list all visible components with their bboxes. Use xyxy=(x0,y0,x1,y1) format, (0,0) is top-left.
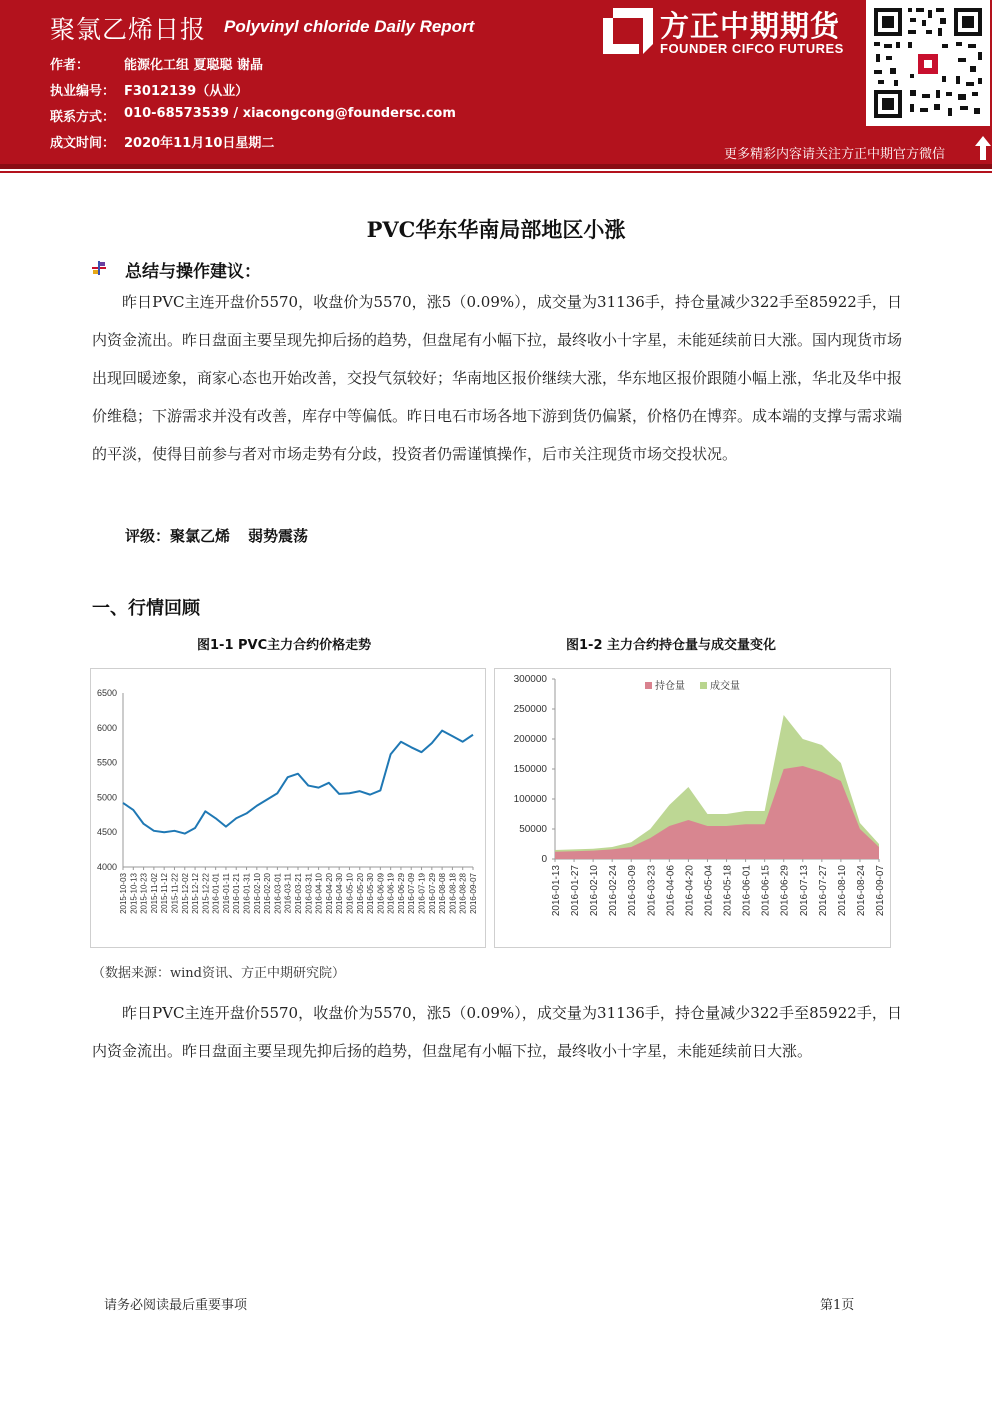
x-tick-label: 2016-08-18 xyxy=(448,873,458,914)
x-tick-label: 2015-10-23 xyxy=(139,873,149,914)
author-value: 能源化工组 夏聪聪 谢晶 xyxy=(124,58,264,73)
volume-chart-container xyxy=(494,668,891,948)
y-tick-label: 4000 xyxy=(96,862,117,872)
x-tick-label: 2016-07-09 xyxy=(407,873,417,914)
x-tick-label: 2016-07-19 xyxy=(417,873,427,914)
x-tick-label: 2015-12-22 xyxy=(201,873,211,914)
x-tick-label: 2016-03-09 xyxy=(627,865,639,917)
date-label: 成文时间： xyxy=(50,136,116,151)
x-tick-label: 2015-11-22 xyxy=(170,873,180,914)
figure-1-caption: 图1-1 PVC主力合约价格走势 xyxy=(197,638,372,653)
x-tick-label: 2016-07-27 xyxy=(817,865,829,917)
x-tick-label: 2016-05-10 xyxy=(345,873,355,914)
footer-page-number: 第1页 xyxy=(820,1298,855,1313)
x-tick-label: 2016-09-07 xyxy=(875,865,886,917)
x-tick-label: 2016-08-24 xyxy=(855,865,867,917)
x-tick-label: 2016-07-13 xyxy=(798,865,810,917)
y-tick-label: 6500 xyxy=(96,688,117,698)
legend-label: 成交量 xyxy=(710,681,740,692)
x-tick-label: 2016-03-11 xyxy=(283,873,293,914)
company-logo-icon xyxy=(603,8,653,54)
x-tick-label: 2016-05-18 xyxy=(722,865,734,917)
x-tick-label: 2016-06-01 xyxy=(741,865,753,917)
x-tick-label: 2016-06-29 xyxy=(396,873,406,914)
y-tick-label: 5500 xyxy=(96,757,117,768)
summary-paragraph: 昨日PVC主连开盘价5570，收盘价为5570，涨5（0.09%），成交量为31136手，持仓量减少322手至85922手，日内资金流出。昨日盘面主要呈现先抑后扬的趋势，但盘尾有小幅下拉，最终收小十字星，未能延续前日大涨。国内现货市场出现回暖迹象，商家心态也开始改善，交投气氛较好；华南地区报价继续大涨，华东地区报价跟随小幅上涨，华北及华中报价维稳；下游需求并没有改善，库存中等偏低。昨日电石市场各地下游到货仍偏紧，价格仍在博弈。成本端的支撑与需求端的平淡，使得目前参与者对市场走势有分歧，投资者仍需谨慎操作，后市关注现货市场交投状况。 xyxy=(92,293,903,463)
x-tick-label: 2016-03-21 xyxy=(294,873,303,914)
license-label: 执业编号： xyxy=(50,84,116,99)
rating-label: 评级： xyxy=(125,527,171,545)
company-name-en: FOUNDER CIFCO FUTURES xyxy=(660,41,844,56)
x-tick-label: 2016-01-13 xyxy=(551,865,562,917)
y-tick-label: 300000 xyxy=(513,674,547,685)
y-tick-label: 250000 xyxy=(513,704,547,715)
open-interest-volume-chart xyxy=(495,669,890,947)
x-tick-label: 2016-04-06 xyxy=(665,865,677,917)
x-tick-label: 2016-06-09 xyxy=(376,873,386,914)
price-series-line xyxy=(123,731,473,834)
y-tick-label: 6000 xyxy=(96,722,117,733)
x-tick-label: 2016-04-10 xyxy=(314,873,324,914)
date-row xyxy=(50,132,275,151)
header-stripe xyxy=(0,164,992,169)
x-tick-label: 2016-01-01 xyxy=(211,873,221,914)
data-source-note: （数据来源：wind资讯、方正中期研究院） xyxy=(92,966,345,981)
contact-value: 010-68573539 / xiacongcong@foundersc.com xyxy=(124,106,456,121)
legend-swatch xyxy=(645,682,652,689)
y-tick-label: 5000 xyxy=(96,792,117,803)
contact-row xyxy=(50,106,456,125)
area-series-open-interest xyxy=(555,766,879,859)
rating-line xyxy=(125,525,326,546)
rating-product: 聚氯乙烯 xyxy=(170,527,231,545)
x-tick-label: 2016-08-08 xyxy=(438,873,448,914)
x-tick-label: 2016-06-15 xyxy=(760,865,772,917)
date-value: 2020年11月10日星期二 xyxy=(124,136,275,151)
x-tick-label: 2016-02-24 xyxy=(608,865,620,917)
x-tick-label: 2015-10-03 xyxy=(119,873,128,914)
y-tick-label: 200000 xyxy=(513,734,547,745)
x-tick-label: 2016-02-10 xyxy=(252,873,262,914)
y-tick-label: 100000 xyxy=(513,794,547,805)
price-trend-chart xyxy=(91,669,485,947)
market-review-paragraph: 昨日PVC主连开盘价5570，收盘价为5570，涨5（0.09%），成交量为31136手，持仓量减少322手至85922手，日内资金流出。昨日盘面主要呈现先抑后扬的趋势，但盘尾有小幅下拉，最终收小十字星，未能延续前日大涨。 xyxy=(92,1004,902,1060)
y-tick-label: 4500 xyxy=(96,827,117,838)
report-header xyxy=(0,0,992,164)
figure-2-caption: 图1-2 主力合约持仓量与成交量变化 xyxy=(566,638,777,653)
license-value: F3012139（从业） xyxy=(124,84,249,99)
x-tick-label: 2016-04-20 xyxy=(684,865,696,917)
footer-notice: 请务必阅读最后重要事项 xyxy=(104,1298,248,1313)
x-tick-label: 2016-02-20 xyxy=(263,873,273,914)
x-tick-label: 2016-06-29 xyxy=(779,865,791,917)
author-row xyxy=(50,54,264,73)
x-tick-label: 2015-11-12 xyxy=(160,873,170,914)
x-tick-label: 2016-01-11 xyxy=(221,873,231,914)
x-tick-label: 2016-02-10 xyxy=(589,865,601,917)
section-bullet-icon xyxy=(92,261,106,275)
brand-title-en: Polyvinyl chloride Daily Report xyxy=(224,17,475,36)
brand-title-cn: 聚氯乙烯日报 xyxy=(50,15,207,44)
y-tick-label: 150000 xyxy=(513,764,547,775)
x-tick-label: 2016-03-01 xyxy=(273,873,283,914)
report-title: PVC华东华南局部地区小涨 xyxy=(366,217,626,242)
x-tick-label: 2016-04-30 xyxy=(335,873,345,914)
x-tick-label: 2016-03-31 xyxy=(304,873,314,914)
company-name-cn: 方正中期期货 xyxy=(660,9,841,43)
header-stripe-thin xyxy=(0,171,992,173)
price-chart-container xyxy=(90,668,486,948)
author-label: 作者： xyxy=(50,58,90,73)
x-tick-label: 2016-01-21 xyxy=(232,873,242,914)
contact-label: 联系方式： xyxy=(50,110,116,125)
summary-section-title: 总结与操作建议： xyxy=(125,262,261,282)
x-tick-label: 2015-12-02 xyxy=(180,873,190,914)
x-tick-label: 2016-03-23 xyxy=(646,865,658,917)
market-review-title: 一、行情回顾 xyxy=(92,598,200,619)
x-tick-label: 2015-11-02 xyxy=(149,873,159,914)
x-tick-label: 2016-05-20 xyxy=(355,873,365,914)
legend-label: 持仓量 xyxy=(655,681,685,692)
x-tick-label: 2016-05-30 xyxy=(366,873,376,914)
x-tick-label: 2016-05-04 xyxy=(703,865,715,917)
x-tick-label: 2016-04-20 xyxy=(324,873,334,914)
x-tick-label: 2016-06-19 xyxy=(386,873,396,914)
wechat-qr-code-icon[interactable] xyxy=(866,0,990,126)
legend-swatch xyxy=(700,682,707,689)
up-arrow-icon xyxy=(975,136,991,160)
license-row xyxy=(50,80,249,99)
follow-wechat-text: 更多精彩内容请关注方正中期官方微信 xyxy=(724,147,946,162)
x-tick-label: 2016-09-07 xyxy=(469,873,478,914)
x-tick-label: 2016-07-29 xyxy=(427,873,437,914)
y-tick-label: 0 xyxy=(541,854,547,865)
x-tick-label: 2016-01-31 xyxy=(242,873,252,914)
x-tick-label: 2015-12-12 xyxy=(191,873,201,914)
x-tick-label: 2016-08-28 xyxy=(458,873,468,914)
x-tick-label: 2016-01-27 xyxy=(570,865,582,917)
x-tick-label: 2015-10-13 xyxy=(129,873,139,914)
x-tick-label: 2016-08-10 xyxy=(836,865,848,917)
y-tick-label: 50000 xyxy=(519,824,547,835)
rating-value: 弱势震荡 xyxy=(248,527,309,545)
